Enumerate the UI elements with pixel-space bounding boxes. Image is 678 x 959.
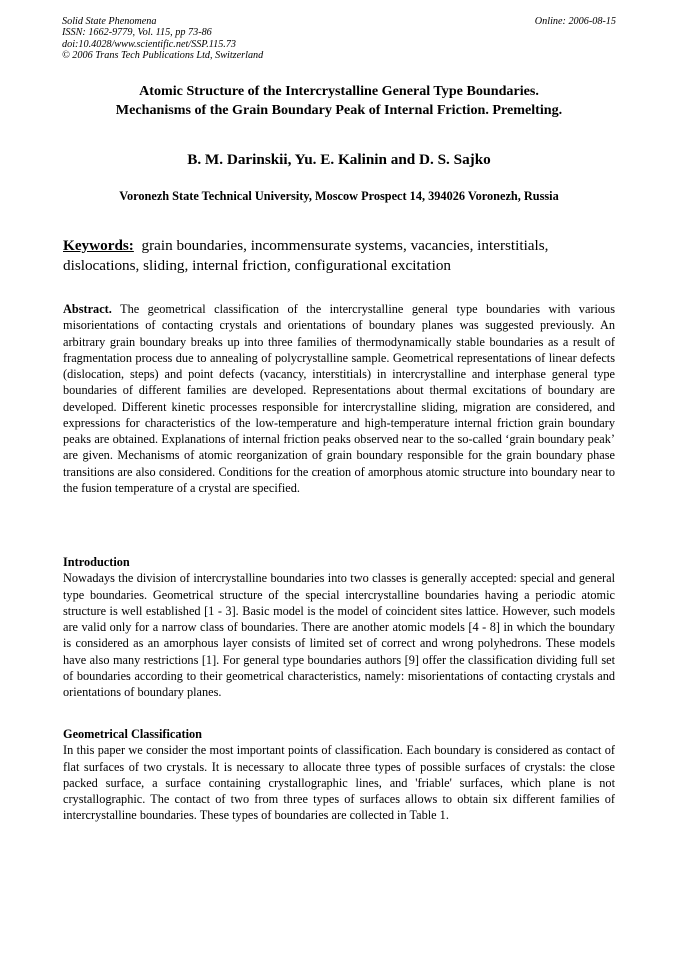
keywords-text: grain boundaries, incommensurate systems, vacancies, interstitials, dislocations, sliding, internal friction, configurational excitation — [63, 237, 549, 274]
paper-title — [40, 82, 638, 120]
authors: B. M. Darinskii, Yu. E. Kalinin and D. S. Sajko — [187, 151, 491, 168]
keywords-block — [63, 236, 616, 275]
title-line-2: Mechanisms of the Grain Boundary Peak of Internal Friction. Premelting. — [115, 102, 563, 118]
abstract — [63, 301, 615, 496]
abstract-label: Abstract. — [63, 302, 112, 316]
introduction-section — [63, 554, 615, 700]
online-date: Online: 2006-08-15 — [534, 16, 616, 27]
page-header — [62, 16, 616, 62]
introduction-text: Nowadays the division of intercrystalline boundaries into two classes is generally accepted: special and general type boundaries. Geometrical structure of the special intercrystalline boundaries having a periodic atomic structure is well established [1 - 3]. Basic model is the model of coincident sites lattice. However, such models are valid only for a narrow class of boundaries. There are another atomic models [4 - 8] in which the boundary is considered as an amorphous layer consists of limited set of correct and wrong polyhedrons. These models have also many restrictions [1]. For general type boundaries authors [9] offer the classification dividing full set of boundaries according to their geometrical characteristics, namely: misorientations of contacting crystals and orientations of boundary planes. — [63, 571, 615, 699]
journal-name: Solid State Phenomena — [62, 16, 157, 27]
geometrical-classification-section — [63, 726, 615, 824]
abstract-text: The geometrical classification of the intercrystalline general type boundaries with various misorientations of contacting crystals and orientations of boundary planes was suggested previously. An arbitrary grain boundary breaks up into three families of thermodynamically stable boundaries as a result of fragmentation process due to annealing of polycrystalline sample. Geometrical representations of linear defects (dislocation, steps) and point defects (vacancy, interstitials) in intercrystalline and interphase general type boundaries of different families are developed. Representations about thermal excitations of boundary are developed. Different kinetic processes responsible for intercrystalline sliding, migration are considered, and expressions for characteristics of the low-temperature and high-temperature internal friction grain boundary peaks are obtained. Explanations of internal friction peaks observed near to the so-called ‘grain boundary peak’ are given. Mechanisms of atomic reorganization of grain boundary responsible for the grain boundary phase transitions are also considered. Conditions for the creation of amorphous atomic structure into boundary near to the fusion temperature of a crystal are specified. — [63, 302, 615, 495]
affiliation: Voronezh State Technical University, Moscow Prospect 14, 394026 Voronezh, Russia — [119, 189, 559, 203]
copyright-line: © 2006 Trans Tech Publications Ltd, Switzerland — [62, 50, 264, 62]
introduction-heading: Introduction — [63, 555, 130, 569]
keywords-label: Keywords: — [63, 237, 134, 254]
geometrical-classification-text: In this paper we consider the most important points of classification. Each boundary is considered as contact of flat surfaces of two crystals. It is necessary to allocate three types of possible surfaces of crystals: the close packed surface, a surface containing crystallographic lines, and 'friable' surfaces, which plane is not crystallographic. The contact of two from three types of surfaces allows to obtain six different families of intercrystalline boundaries. These types of boundaries are collected in Table 1. — [63, 743, 615, 823]
doi-line: doi:10.4028/www.scientific.net/SSP.115.73 — [62, 38, 237, 50]
title-line-1: Atomic Structure of the Intercrystalline General Type Boundaries. — [139, 83, 539, 99]
issn-line: ISSN: 1662-9779, Vol. 115, pp 73-86 — [62, 27, 212, 39]
geometrical-classification-heading: Geometrical Classification — [63, 727, 202, 741]
